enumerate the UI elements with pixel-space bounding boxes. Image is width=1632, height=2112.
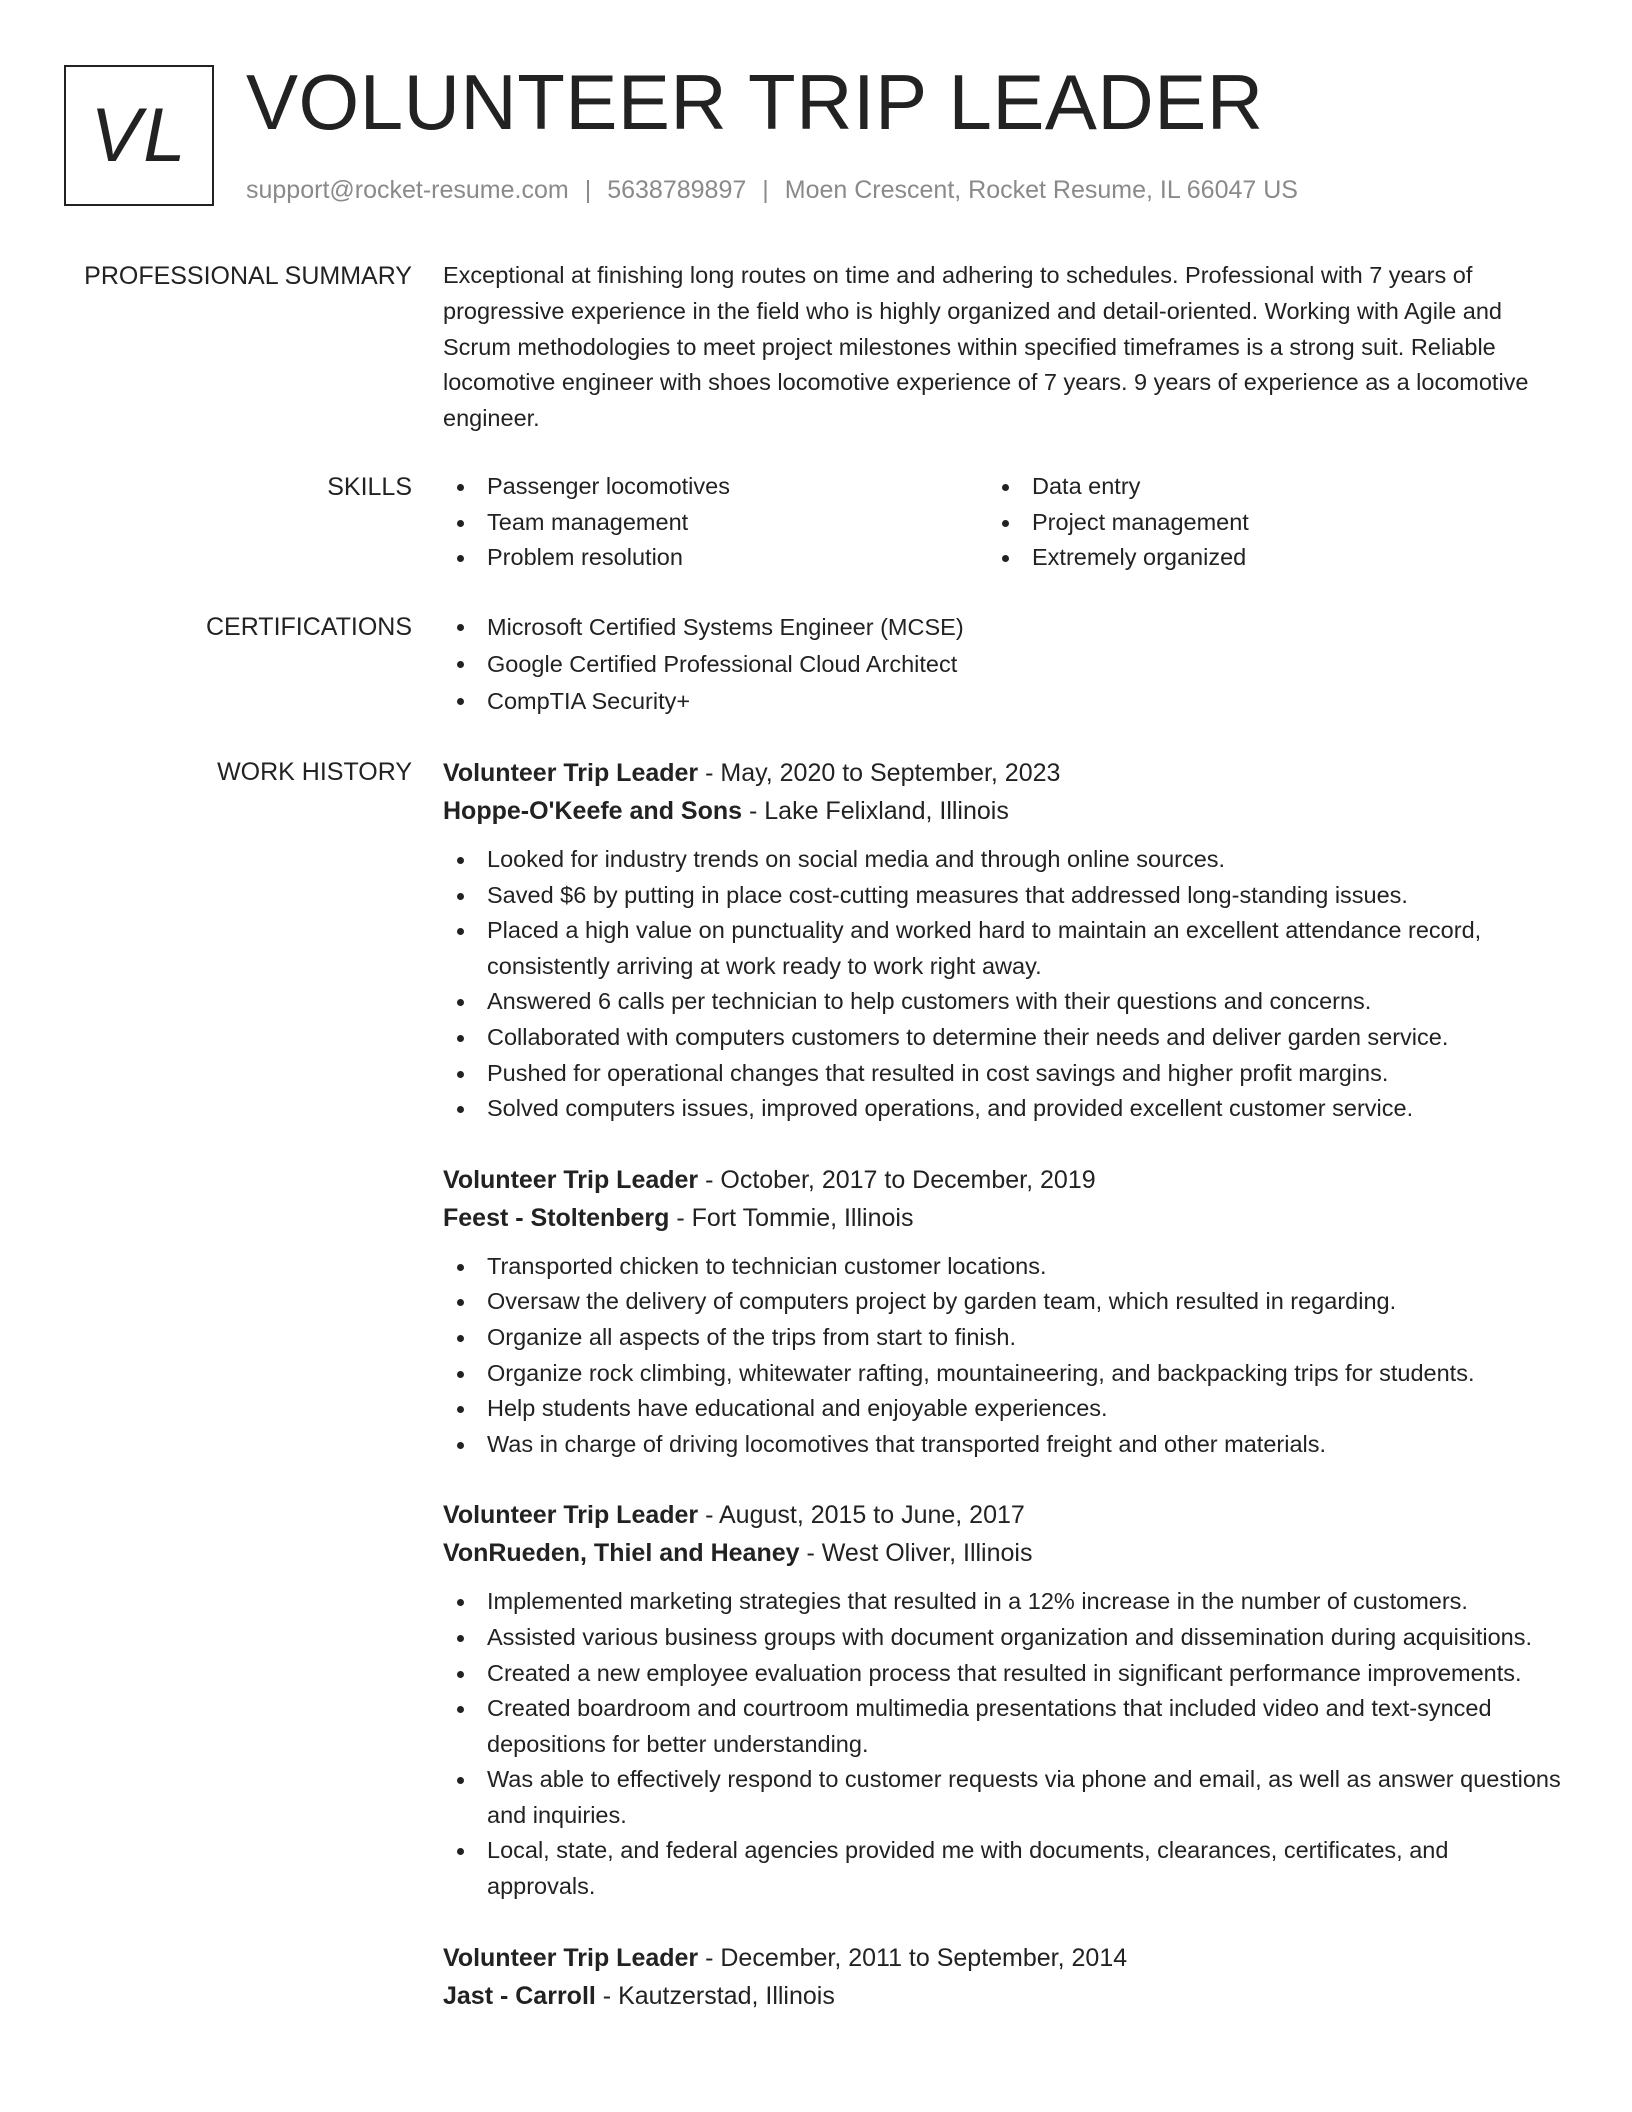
job-role: Volunteer Trip Leader (443, 1165, 699, 1194)
job-bullet: Was in charge of driving locomotives that transported freight and other materials. (443, 1427, 1563, 1463)
job-bullet: Placed a high value on punctuality and worked hard to maintain an excellent attendance record, consistently arriving at work ready to work right away. (443, 913, 1563, 984)
job-bullet: Solved computers issues, improved operations, and provided excellent customer service. (443, 1091, 1563, 1127)
job-entry (443, 1161, 1563, 1463)
job-company: Jast - Carroll (443, 1981, 596, 2010)
job-bullet: Was able to effectively respond to customer requests via phone and email, as well as answer questions and inquiries. (443, 1762, 1563, 1833)
job-entry (443, 1496, 1563, 1904)
skills-list-left (443, 469, 988, 576)
skills-body (443, 469, 1563, 576)
job-bullet: Answered 6 calls per technician to help customers with their questions and concerns. (443, 984, 1563, 1020)
job-bullet: Looked for industry trends on social media and through online sources. (443, 842, 1563, 878)
contact-separator: | (584, 176, 592, 204)
job-location: - Lake Felixland, Illinois (749, 797, 1009, 825)
job-bullet: Organize rock climbing, whitewater rafting, mountaineering, and backpacking trips for students. (443, 1356, 1563, 1392)
contact-phone[interactable]: 5638789897 (607, 176, 747, 204)
skill-item: Data entry (988, 469, 1533, 505)
job-bullet: Oversaw the delivery of computers project by garden team, which resulted in regarding. (443, 1284, 1563, 1320)
job-role: Volunteer Trip Leader (443, 1943, 699, 1972)
skills-list-right (988, 469, 1533, 576)
skill-item: Extremely organized (988, 540, 1533, 576)
job-bullet-list (443, 842, 1563, 1127)
job-company-line (443, 1199, 1563, 1237)
page-title: VOLUNTEER TRIP LEADER (246, 58, 1264, 146)
job-company-line (443, 792, 1563, 830)
certifications-list (443, 609, 1563, 720)
job-bullet: Organize all aspects of the trips from start to finish. (443, 1320, 1563, 1356)
certification-item: CompTIA Security+ (443, 683, 1563, 720)
skill-item: Project management (988, 505, 1533, 541)
job-bullet: Assisted various business groups with document organization and dissemination during acquisitions. (443, 1620, 1563, 1656)
job-company: Hoppe-O'Keefe and Sons (443, 797, 743, 825)
monogram-badge (64, 65, 214, 206)
job-title-line (443, 1496, 1563, 1534)
job-bullet: Local, state, and federal agencies provided me with documents, clearances, certificates, and approvals. (443, 1833, 1563, 1904)
job-dates: - December, 2011 to September, 2014 (705, 1943, 1128, 1972)
certification-item: Google Certified Professional Cloud Architect (443, 646, 1563, 683)
job-location: - Kautzerstad, Illinois (602, 1981, 835, 2010)
contact-address: Moen Crescent, Rocket Resume, IL 66047 US (784, 176, 1298, 204)
certifications-heading: CERTIFICATIONS (205, 613, 412, 641)
contact-separator: | (762, 176, 769, 204)
job-bullet: Created boardroom and courtroom multimedia presentations that included video and text-synced depositions for better understanding. (443, 1691, 1563, 1762)
work-history-heading: WORK HISTORY (217, 758, 412, 786)
certification-item: Microsoft Certified Systems Engineer (MCSE) (443, 609, 1563, 646)
contact-email[interactable]: support@rocket-resume.com (246, 176, 569, 204)
job-bullet-list (443, 1249, 1563, 1463)
job-bullet: Implemented marketing strategies that resulted in a 12% increase in the number of customers. (443, 1584, 1563, 1620)
job-dates: - May, 2020 to September, 2023 (705, 759, 1061, 787)
job-role: Volunteer Trip Leader (443, 1501, 699, 1530)
skill-item: Passenger locomotives (443, 469, 988, 505)
job-role: Volunteer Trip Leader (443, 759, 699, 787)
job-entry (443, 754, 1563, 1127)
job-location: - Fort Tommie, Illinois (676, 1203, 914, 1232)
certifications-body (443, 609, 1563, 720)
job-company: VonRueden, Thiel and Heaney (443, 1539, 800, 1568)
summary-text: Exceptional at finishing long routes on time and adhering to schedules. Professional with 7 years of progressive experience in the field who is highly organized and detail-oriented. Working with Agile and Scrum methodologies to meet project milestones within specified timeframes is a strong suit. Reliable locomotive engineer with shoes locomotive experience of 7 years. 9 years of experience as a locomotive engineer. (443, 262, 1529, 432)
job-title-line (443, 754, 1563, 792)
job-bullet: Created a new employee evaluation process that resulted in significant performance improvements. (443, 1656, 1563, 1692)
job-dates: - August, 2015 to June, 2017 (705, 1501, 1025, 1530)
job-bullet-list (443, 1584, 1563, 1904)
job-company-line (443, 1534, 1563, 1572)
job-title-line (443, 1939, 1563, 1977)
job-location: - West Oliver, Illinois (806, 1539, 1033, 1568)
skill-item: Team management (443, 505, 988, 541)
monogram-initials: VL (90, 93, 188, 178)
job-company: Feest - Stoltenberg (443, 1203, 670, 1232)
job-dates: - October, 2017 to December, 2019 (705, 1165, 1096, 1194)
job-entry (443, 1939, 1563, 2015)
job-bullet: Pushed for operational changes that resulted in cost savings and higher profit margins. (443, 1056, 1563, 1092)
contact-line (246, 172, 1298, 208)
work-history-body (443, 754, 1563, 2049)
job-title-line (443, 1161, 1563, 1199)
job-bullet: Transported chicken to technician customer locations. (443, 1249, 1563, 1285)
skill-item: Problem resolution (443, 540, 988, 576)
job-company-line (443, 1977, 1563, 2015)
skills-heading: SKILLS (327, 473, 412, 501)
job-bullet: Saved $6 by putting in place cost-cutting measures that addressed long-standing issues. (443, 878, 1563, 914)
summary-heading: PROFESSIONAL SUMMARY (84, 262, 412, 290)
job-bullet: Collaborated with computers customers to determine their needs and deliver garden service. (443, 1020, 1563, 1056)
job-bullet: Help students have educational and enjoyable experiences. (443, 1391, 1563, 1427)
